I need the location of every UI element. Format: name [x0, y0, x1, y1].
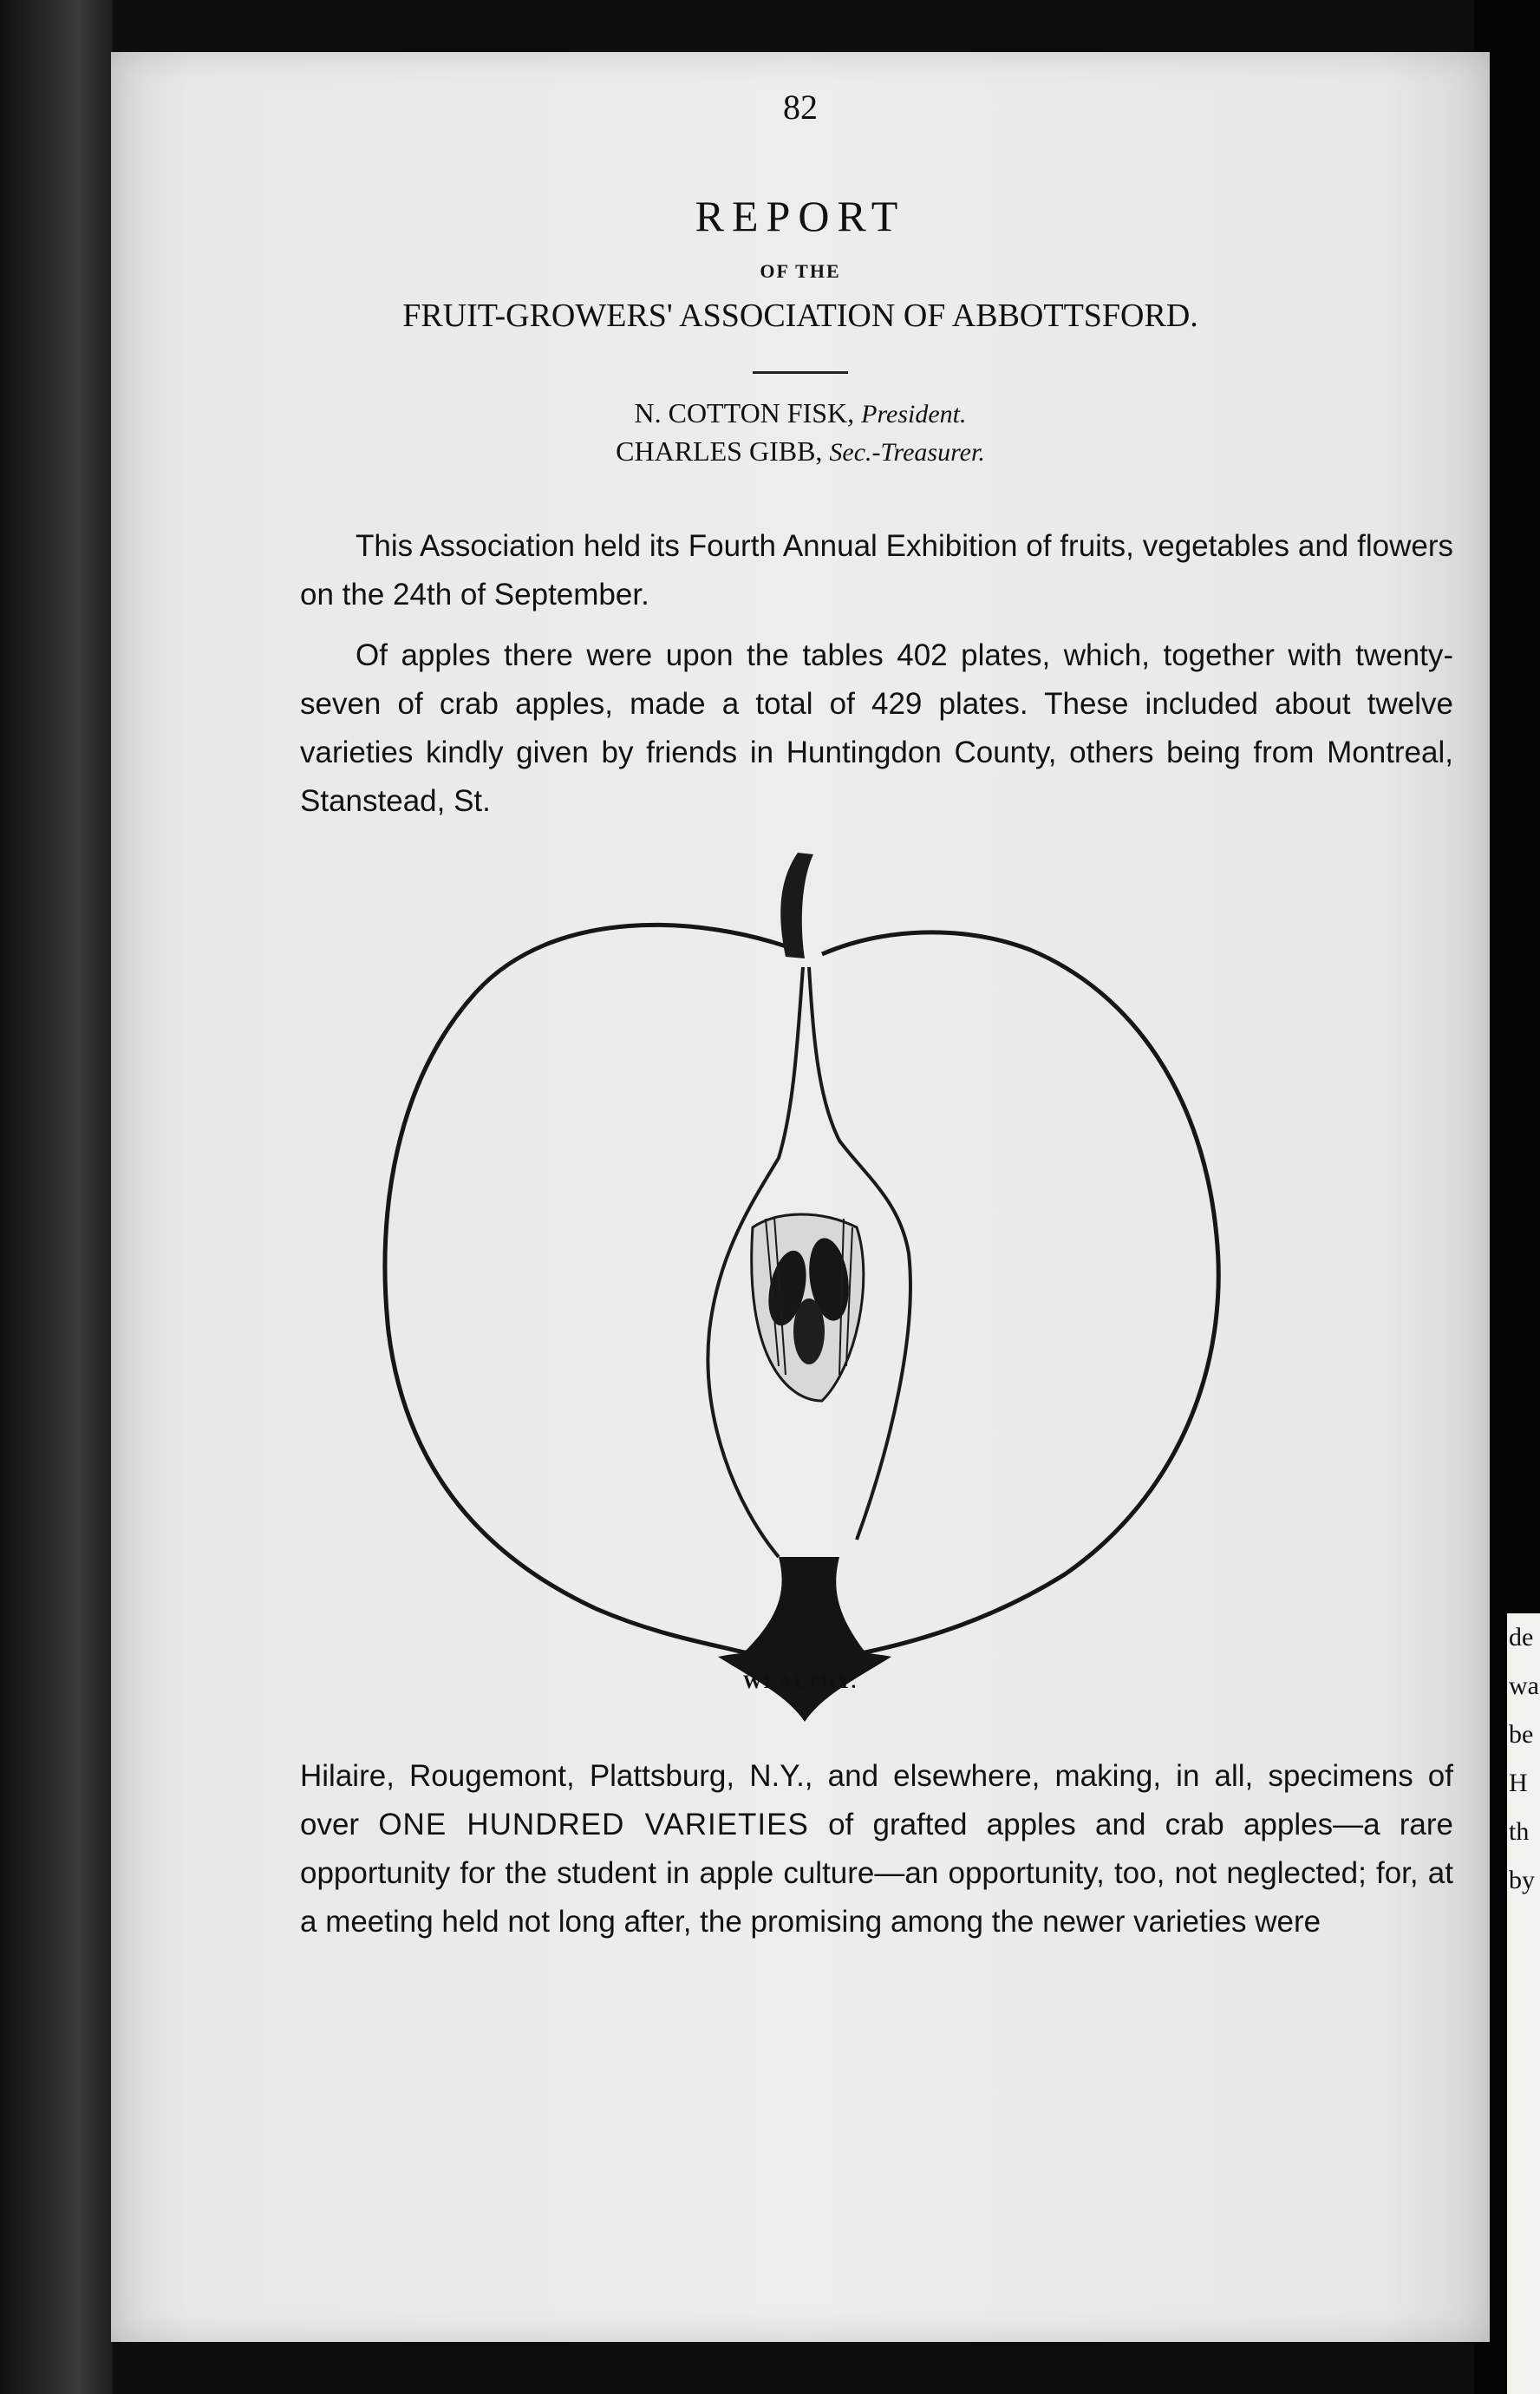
apple-cross-section-illustration [371, 846, 1238, 1748]
title-divider [753, 371, 848, 374]
paragraph-apples: Of apples there were upon the tables 402 plates, which, together with twenty-seven of crab apples, made a total of 429 plates. These included about twelve varieties kindly given by friends in Huntingdon County, others being from Montreal, Stanstead, St. [300, 638, 1453, 818]
fragment-line: H [1509, 1769, 1528, 1797]
figure-caption: WEALTHY. [742, 1671, 858, 1692]
book-page [111, 52, 1490, 2342]
officer-name: CHARLES GIBB, [616, 435, 823, 467]
fragment-line: be [1509, 1720, 1534, 1749]
officer-president [111, 397, 1490, 429]
paragraph-exhibition: This Association held its Fourth Annual Exhibition of fruits, vegetables and flowers on the 24th of September. [300, 529, 1453, 612]
adjacent-page-fragment [1507, 1613, 1540, 2394]
paragraph-continuation [300, 1752, 1453, 1946]
officer-secretary [111, 435, 1490, 468]
continuation-text: of grafted apples and crab apples—a rare opportunity for the student in apple culture—an opportunity, too, not neglected; for, at a meeting held not long after, the promising among the newer varieties were [300, 1808, 1454, 1939]
association-name: FRUIT-GROWERS' ASSOCIATION OF ABBOTTSFORD. [402, 298, 1198, 334]
fragment-line: de [1509, 1623, 1534, 1652]
fragment-line: th [1509, 1817, 1530, 1846]
officer-role: Sec.-Treasurer. [829, 438, 985, 467]
report-subtitle: OF THE [760, 260, 841, 282]
fragment-line: wa [1509, 1671, 1539, 1700]
page-number: 82 [783, 88, 818, 127]
book-gutter-left [0, 0, 113, 2394]
emphasis-text: ONE HUNDRED VARIETIES [378, 1808, 809, 1841]
officer-role: President. [861, 400, 967, 428]
report-title: REPORT [695, 192, 906, 240]
continuation-text: Hilaire, Rougemont, Plattsburg, N.Y., and elsewhere, making, in all, specimens of over [300, 1759, 1453, 1841]
fragment-line: by [1509, 1866, 1535, 1894]
officer-name: N. COTTON FISK, [634, 397, 855, 428]
